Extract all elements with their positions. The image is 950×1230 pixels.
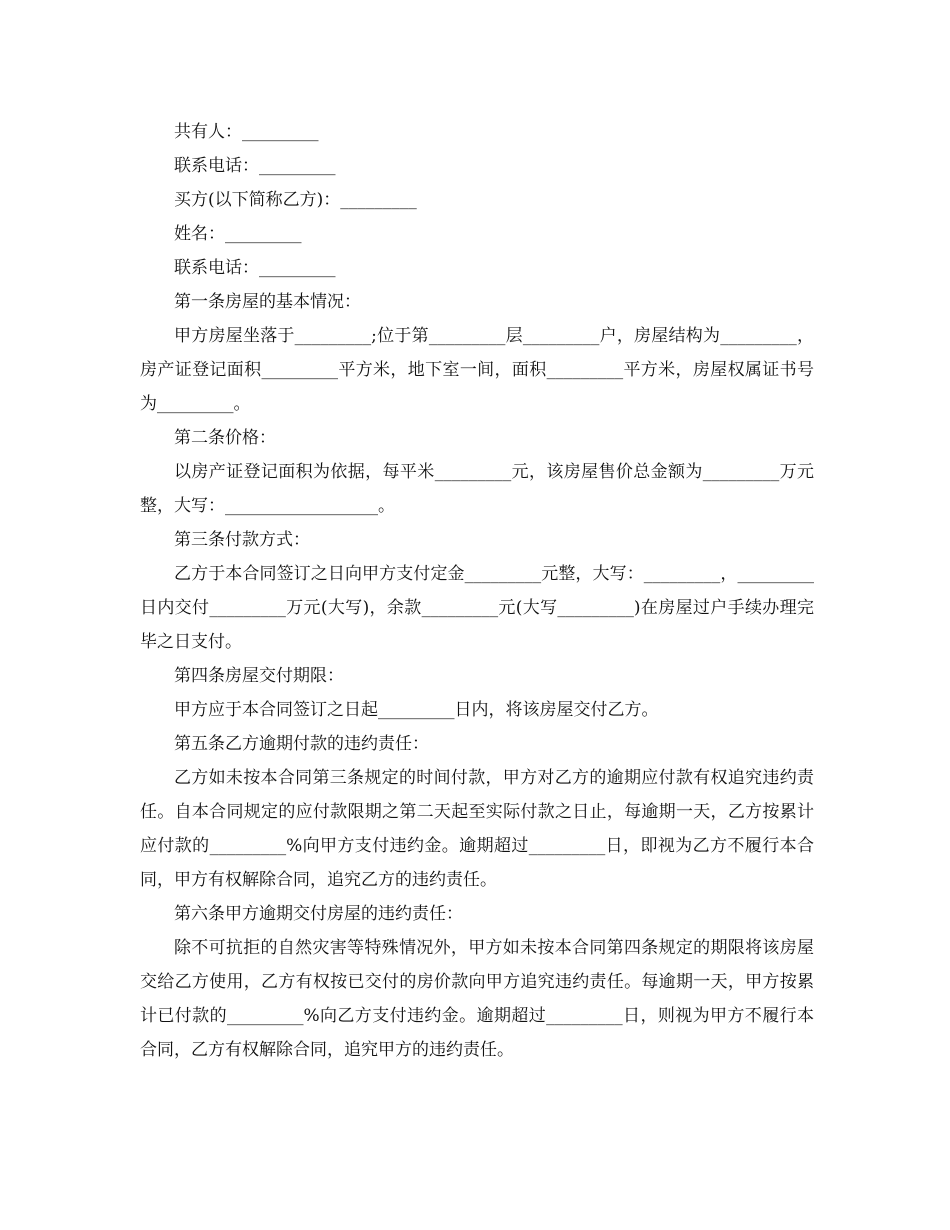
- article-5-body: 乙方如未按本合同第三条规定的时间付款，甲方对乙方的逾期应付款有权追究违约责任。自本合同规定的应付款限期之第二天起至实际付款之日止，每逾期一天，乙方按累计应付款的_________%向甲方支付违约金。逾期超过_________日，即视为乙方不履行本合同，甲方有权解除合同，追究乙方的违约责任。: [140, 768, 814, 890]
- co-owner-line: 共有人：_________: [174, 122, 319, 142]
- seller-phone-line: 联系电话：_________: [174, 156, 336, 176]
- article-3-heading: 第三条付款方式：: [174, 530, 310, 550]
- buyer-name-line: 姓名：_________: [174, 224, 302, 244]
- article-5-heading: 第五条乙方逾期付款的违约责任：: [174, 734, 429, 754]
- article-2-heading: 第二条价格：: [174, 428, 276, 448]
- article-4-heading: 第四条房屋交付期限：: [174, 666, 344, 686]
- article-3-body: 乙方于本合同签订之日向甲方支付定金_________元整，大写：_________，_________日内交付_________万元(大写)，余款_________元(大写_________)在房屋过户手续办理完毕之日支付。: [140, 564, 814, 652]
- article-6-heading: 第六条甲方逾期交付房屋的违约责任：: [174, 904, 463, 924]
- article-6-body: 除不可抗拒的自然灾害等特殊情况外，甲方如未按本合同第四条规定的期限将该房屋交给乙方使用，乙方有权按已交付的房价款向甲方追究违约责任。每逾期一天，甲方按累计已付款的_________%向乙方支付违约金。逾期超过_________日，则视为甲方不履行本合同，乙方有权解除合同，追究甲方的违约责任。: [140, 938, 814, 1060]
- article-2-body: 以房产证登记面积为依据，每平米_________元，该房屋售价总金额为_________万元整，大写：__________________。: [140, 462, 814, 516]
- article-4-body: 甲方应于本合同签订之日起_________日内，将该房屋交付乙方。: [174, 700, 659, 720]
- buyer-phone-line: 联系电话：_________: [174, 258, 336, 278]
- buyer-line: 买方(以下简称乙方)：_________: [174, 190, 417, 210]
- article-1-heading: 第一条房屋的基本情况：: [174, 292, 361, 312]
- article-1-body: 甲方房屋坐落于_________;位于第_________层_________户，房屋结构为_________，房产证登记面积_________平方米，地下室一间，面积_________平方米，房屋权属证书号为_________。: [140, 326, 814, 414]
